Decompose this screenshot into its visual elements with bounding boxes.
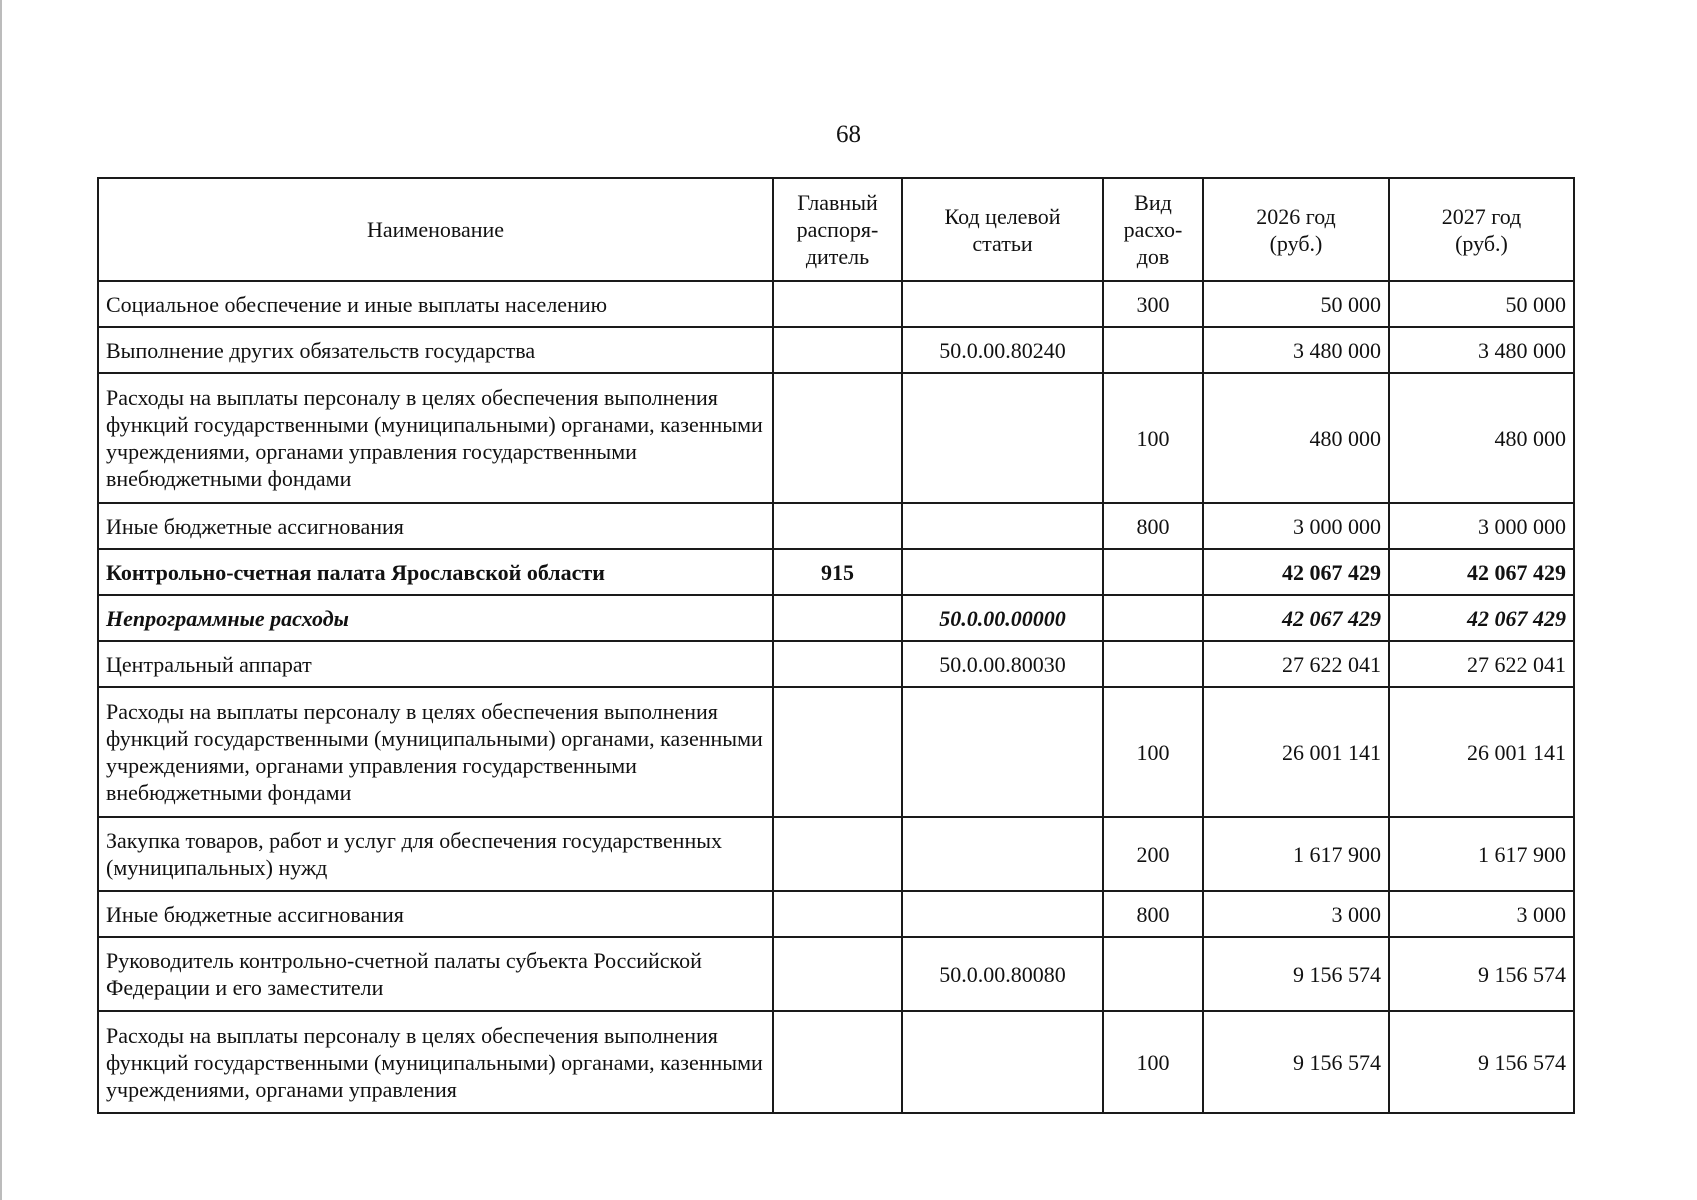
cell-target-code <box>902 817 1103 891</box>
table-row <box>98 327 1574 373</box>
cell-name: Закупка товаров, работ и услуг для обеспечения государственных (муниципальных) нужд <box>98 817 773 891</box>
header-expense-kind <box>1103 178 1203 281</box>
table-row <box>98 1011 1574 1113</box>
cell-target-code <box>902 549 1103 595</box>
cell-year-2026: 3 000 <box>1203 891 1389 937</box>
header-line: распоря- <box>796 217 879 242</box>
cell-manager <box>773 327 902 373</box>
page-number: 68 <box>836 121 861 148</box>
cell-target-code: 50.0.00.00000 <box>902 595 1103 641</box>
header-line: расхо- <box>1123 217 1183 242</box>
cell-name: Иные бюджетные ассигнования <box>98 503 773 549</box>
cell-name: Центральный аппарат <box>98 641 773 687</box>
cell-expense-kind: 800 <box>1103 891 1203 937</box>
header-line: дов <box>1136 244 1170 269</box>
header-target-code <box>902 178 1103 281</box>
cell-target-code: 50.0.00.80080 <box>902 937 1103 1011</box>
cell-year-2026: 480 000 <box>1203 373 1389 503</box>
cell-manager <box>773 1011 902 1113</box>
cell-year-2026: 9 156 574 <box>1203 937 1389 1011</box>
cell-year-2026: 42 067 429 <box>1203 549 1389 595</box>
cell-name: Непрограммные расходы <box>98 595 773 641</box>
header-line: Код целевой <box>944 203 1061 229</box>
table-row <box>98 817 1574 891</box>
cell-manager <box>773 891 902 937</box>
table-row <box>98 641 1574 687</box>
cell-expense-kind: 300 <box>1103 281 1203 327</box>
header-name: Наименование <box>98 178 773 281</box>
cell-expense-kind <box>1103 641 1203 687</box>
cell-year-2027: 3 000 000 <box>1389 503 1574 549</box>
scan-edge <box>0 0 2 1200</box>
cell-target-code <box>902 373 1103 503</box>
header-year-2027-text <box>1397 203 1566 257</box>
table-row <box>98 687 1574 817</box>
cell-year-2027: 27 622 041 <box>1389 641 1574 687</box>
cell-manager <box>773 373 902 503</box>
table-row <box>98 549 1574 595</box>
cell-name: Иные бюджетные ассигнования <box>98 891 773 937</box>
table-body <box>98 281 1574 1113</box>
cell-year-2027: 26 001 141 <box>1389 687 1574 817</box>
table-row <box>98 503 1574 549</box>
header-line: Главный <box>797 190 878 215</box>
table-row <box>98 595 1574 641</box>
cell-year-2027: 42 067 429 <box>1389 595 1574 641</box>
cell-expense-kind <box>1103 595 1203 641</box>
header-line: статьи <box>972 230 1033 256</box>
cell-year-2027: 9 156 574 <box>1389 937 1574 1011</box>
header-manager <box>773 178 902 281</box>
cell-manager <box>773 503 902 549</box>
cell-expense-kind: 800 <box>1103 503 1203 549</box>
cell-name: Выполнение других обязательств государства <box>98 327 773 373</box>
cell-year-2026: 9 156 574 <box>1203 1011 1389 1113</box>
cell-name: Расходы на выплаты персоналу в целях обеспечения выполнения функций государственными (муниципальными) органами, казенными учреждениями, органами управления <box>98 1011 773 1113</box>
cell-target-code <box>902 1011 1103 1113</box>
cell-manager <box>773 281 902 327</box>
header-line: Вид <box>1134 190 1172 215</box>
header-year-2026 <box>1203 178 1389 281</box>
cell-year-2026: 27 622 041 <box>1203 641 1389 687</box>
header-line: дитель <box>805 244 870 269</box>
cell-year-2026: 42 067 429 <box>1203 595 1389 641</box>
cell-manager <box>773 641 902 687</box>
cell-expense-kind <box>1103 937 1203 1011</box>
cell-year-2027: 42 067 429 <box>1389 549 1574 595</box>
cell-year-2027: 50 000 <box>1389 281 1574 327</box>
budget-table <box>97 177 1575 1114</box>
cell-manager <box>773 687 902 817</box>
cell-year-2027: 480 000 <box>1389 373 1574 503</box>
cell-target-code: 50.0.00.80240 <box>902 327 1103 373</box>
cell-expense-kind <box>1103 327 1203 373</box>
cell-manager <box>773 595 902 641</box>
header-line: (руб.) <box>1455 230 1508 256</box>
table-row <box>98 891 1574 937</box>
cell-year-2026: 50 000 <box>1203 281 1389 327</box>
cell-expense-kind: 200 <box>1103 817 1203 891</box>
cell-target-code <box>902 281 1103 327</box>
header-expense-kind-text <box>1111 189 1195 270</box>
header-line: (руб.) <box>1269 230 1323 256</box>
table-header-row <box>98 178 1574 281</box>
cell-name: Руководитель контрольно-счетной палаты субъекта Российской Федерации и его заместители <box>98 937 773 1011</box>
cell-manager: 915 <box>773 549 902 595</box>
header-line: 2027 год <box>1441 203 1522 229</box>
cell-year-2027: 3 480 000 <box>1389 327 1574 373</box>
header-year-2027 <box>1389 178 1574 281</box>
cell-year-2027: 3 000 <box>1389 891 1574 937</box>
cell-expense-kind: 100 <box>1103 373 1203 503</box>
header-year-2026-text <box>1211 203 1381 257</box>
cell-year-2027: 1 617 900 <box>1389 817 1574 891</box>
cell-year-2026: 3 000 000 <box>1203 503 1389 549</box>
cell-year-2026: 26 001 141 <box>1203 687 1389 817</box>
header-line: 2026 год <box>1256 203 1336 229</box>
cell-name: Расходы на выплаты персоналу в целях обеспечения выполнения функций государственными (муниципальными) органами, казенными учреждениями, органами управления государственными внебюджетными фондами <box>98 687 773 817</box>
cell-manager <box>773 937 902 1011</box>
cell-name: Контрольно-счетная палата Ярославской области <box>98 549 773 595</box>
header-manager-text <box>781 189 894 270</box>
table-row <box>98 937 1574 1011</box>
cell-target-code <box>902 891 1103 937</box>
cell-expense-kind: 100 <box>1103 687 1203 817</box>
cell-year-2027: 9 156 574 <box>1389 1011 1574 1113</box>
table-row <box>98 373 1574 503</box>
cell-year-2026: 1 617 900 <box>1203 817 1389 891</box>
cell-name: Расходы на выплаты персоналу в целях обеспечения выполнения функций государственными (муниципальными) органами, казенными учреждениями, органами управления государственными внебюджетными фондами <box>98 373 773 503</box>
cell-expense-kind <box>1103 549 1203 595</box>
cell-expense-kind: 100 <box>1103 1011 1203 1113</box>
cell-target-code <box>902 687 1103 817</box>
cell-year-2026: 3 480 000 <box>1203 327 1389 373</box>
cell-name: Социальное обеспечение и иные выплаты населению <box>98 281 773 327</box>
cell-target-code: 50.0.00.80030 <box>902 641 1103 687</box>
table-row <box>98 281 1574 327</box>
header-target-code-text <box>910 203 1095 257</box>
cell-manager <box>773 817 902 891</box>
cell-target-code <box>902 503 1103 549</box>
